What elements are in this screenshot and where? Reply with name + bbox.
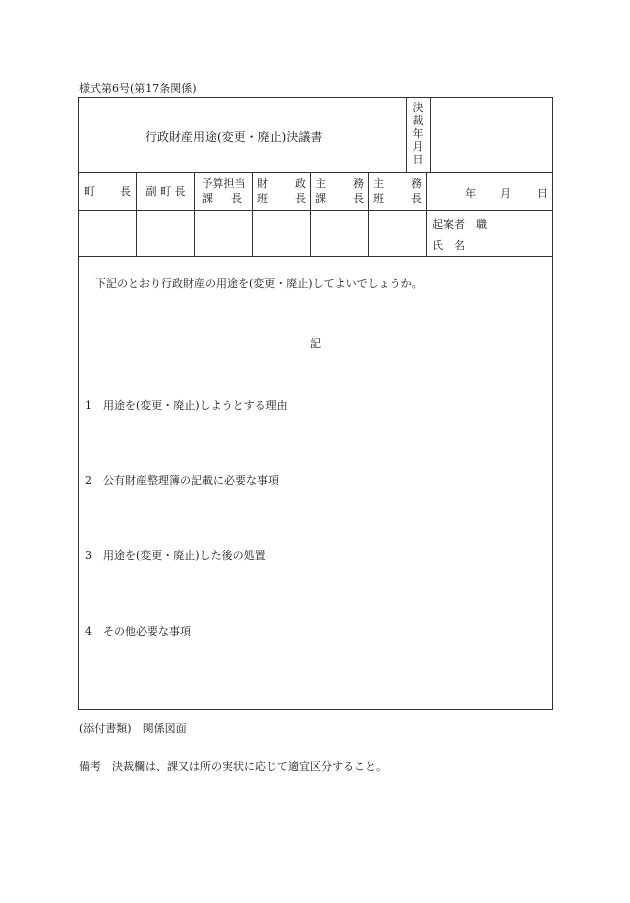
decision-date-label: 決 裁 年 月 日 xyxy=(412,101,424,166)
stamp-box-section-chief[interactable] xyxy=(312,212,367,254)
item-3: 3 用途を(変更・廃止)した後の処置 xyxy=(85,549,266,562)
approver-finance-team-leader: 財 政 班 長 xyxy=(257,177,306,205)
divider xyxy=(78,210,553,211)
ki-heading: 記 xyxy=(310,337,321,350)
stamp-box-deputy-mayor[interactable] xyxy=(138,212,193,254)
approver-deputy-mayor: 副 町 長 xyxy=(145,185,186,198)
stamp-box-finance-leader[interactable] xyxy=(254,212,309,254)
stamp-box-mayor[interactable] xyxy=(80,212,135,254)
approver-responsible-section-chief: 主 務 課 長 xyxy=(315,177,364,205)
item-2: 2 公有財産整理簿の記載に必要な事項 xyxy=(85,474,279,487)
intro-text: 下記のとおり行政財産の用途を(変更・廃止)してよいでしょうか。 xyxy=(95,277,423,290)
document-title: 行政財産用途(変更・廃止)決議書 xyxy=(145,130,323,144)
draft-date-day-label: 日 xyxy=(537,187,548,200)
approver-responsible-team-leader: 主 務 班 長 xyxy=(373,177,422,205)
divider xyxy=(406,97,407,172)
draft-date-year-label: 年 xyxy=(465,187,476,200)
approver-budget-section-chief: 予算担当 課 長 xyxy=(201,177,246,205)
drafter-position-label: 起案者 職 xyxy=(432,218,487,231)
remarks-note: 備考 決裁欄は、課又は所の実状に応じて適宜区分すること。 xyxy=(79,760,387,773)
item-4: 4 その他必要な事項 xyxy=(85,625,191,638)
stamp-box-team-leader[interactable] xyxy=(370,212,425,254)
divider xyxy=(426,172,427,256)
item-1: 1 用途を(変更・廃止)しようとする理由 xyxy=(85,399,288,412)
attachments-note: (添付書類) 関係図面 xyxy=(79,722,187,735)
draft-date-month-label: 月 xyxy=(500,187,511,200)
form-number: 様式第6号(第17条関係) xyxy=(79,82,197,95)
stamp-box-budget-chief[interactable] xyxy=(196,212,251,254)
decision-date-field[interactable] xyxy=(431,98,551,171)
divider xyxy=(78,256,553,257)
drafter-name-label: 氏 名 xyxy=(432,239,465,252)
approver-mayor: 町 長 xyxy=(84,185,131,198)
